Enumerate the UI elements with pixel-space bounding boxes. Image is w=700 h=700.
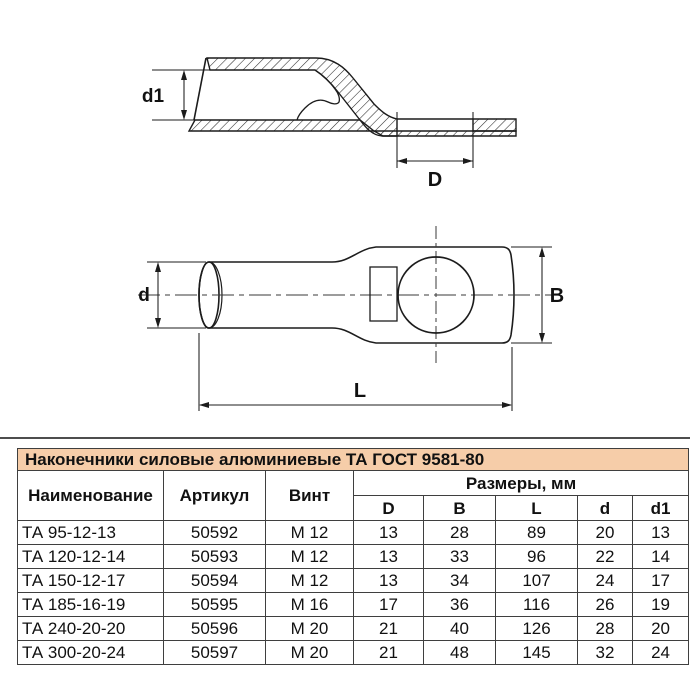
table-header-row-1 [18, 471, 689, 496]
dimension-D [397, 112, 473, 168]
cell-L: 126 [496, 617, 578, 641]
lug-outline [199, 247, 514, 343]
table-row [18, 617, 689, 641]
table-row [18, 569, 689, 593]
cell-d1: 20 [633, 617, 689, 641]
cell-D: 17 [354, 593, 424, 617]
cell-d: 22 [578, 545, 633, 569]
dim-label-B: B [549, 285, 565, 307]
table-title: Наконечники силовые алюминиевые ТА ГОСТ 9581-80 [18, 449, 689, 471]
cell-D: 13 [354, 521, 424, 545]
cell-sku: 50594 [164, 569, 266, 593]
cell-d1: 14 [633, 545, 689, 569]
cell-screw: М 20 [266, 617, 354, 641]
cell-d: 24 [578, 569, 633, 593]
palm-top-sheet-section [473, 119, 516, 131]
side-section-view [189, 58, 516, 136]
cell-B: 48 [424, 641, 496, 665]
dim-label-d1: d1 [141, 86, 165, 107]
cell-B: 36 [424, 593, 496, 617]
table-row [18, 545, 689, 569]
cell-screw: М 20 [266, 641, 354, 665]
col-header-d: d [578, 496, 633, 521]
table-title-row [18, 449, 689, 471]
col-header-D: D [354, 496, 424, 521]
cell-screw: М 12 [266, 545, 354, 569]
cell-d: 32 [578, 641, 633, 665]
cell-L: 116 [496, 593, 578, 617]
cell-D: 13 [354, 569, 424, 593]
separator-rule [0, 437, 690, 439]
cell-screw: М 12 [266, 521, 354, 545]
cell-screw: М 16 [266, 593, 354, 617]
cell-B: 33 [424, 545, 496, 569]
col-header-B: B [424, 496, 496, 521]
cell-d1: 17 [633, 569, 689, 593]
cell-d: 26 [578, 593, 633, 617]
table-row [18, 521, 689, 545]
cell-sku: 50592 [164, 521, 266, 545]
barrel-end-rim [194, 58, 206, 120]
palm-bottom-sheet-section [374, 131, 516, 136]
dim-label-D: D [427, 169, 443, 191]
table-row [18, 593, 689, 617]
cell-B: 40 [424, 617, 496, 641]
col-header-sizes: Размеры, мм [354, 471, 689, 496]
cell-D: 13 [354, 545, 424, 569]
cell-name: ТА 300-20-24 [18, 641, 164, 665]
col-header-name: Наименование [18, 471, 164, 521]
cell-sku: 50596 [164, 617, 266, 641]
col-header-sku: Артикул [164, 471, 266, 521]
cell-name: ТА 95-12-13 [18, 521, 164, 545]
cell-sku: 50593 [164, 545, 266, 569]
dim-label-d: d [138, 285, 150, 306]
cell-L: 107 [496, 569, 578, 593]
col-header-L: L [496, 496, 578, 521]
cell-D: 21 [354, 641, 424, 665]
cell-d1: 24 [633, 641, 689, 665]
cell-d1: 19 [633, 593, 689, 617]
cell-name: ТА 240-20-20 [18, 617, 164, 641]
cell-d1: 13 [633, 521, 689, 545]
cell-sku: 50597 [164, 641, 266, 665]
cell-L: 145 [496, 641, 578, 665]
cell-B: 34 [424, 569, 496, 593]
spec-table [17, 448, 689, 665]
cell-sku: 50595 [164, 593, 266, 617]
cell-B: 28 [424, 521, 496, 545]
lug-bottom-wall-section [189, 120, 374, 131]
dim-label-L: L [353, 380, 367, 402]
cell-name: ТА 120-12-14 [18, 545, 164, 569]
top-view [199, 247, 514, 343]
cell-d: 20 [578, 521, 633, 545]
cell-d: 28 [578, 617, 633, 641]
col-header-d1: d1 [633, 496, 689, 521]
cell-name: ТА 150-12-17 [18, 569, 164, 593]
cell-L: 89 [496, 521, 578, 545]
cell-screw: М 12 [266, 569, 354, 593]
cell-name: ТА 185-16-19 [18, 593, 164, 617]
cell-D: 21 [354, 617, 424, 641]
col-header-screw: Винт [266, 471, 354, 521]
cell-L: 96 [496, 545, 578, 569]
table-row [18, 641, 689, 665]
